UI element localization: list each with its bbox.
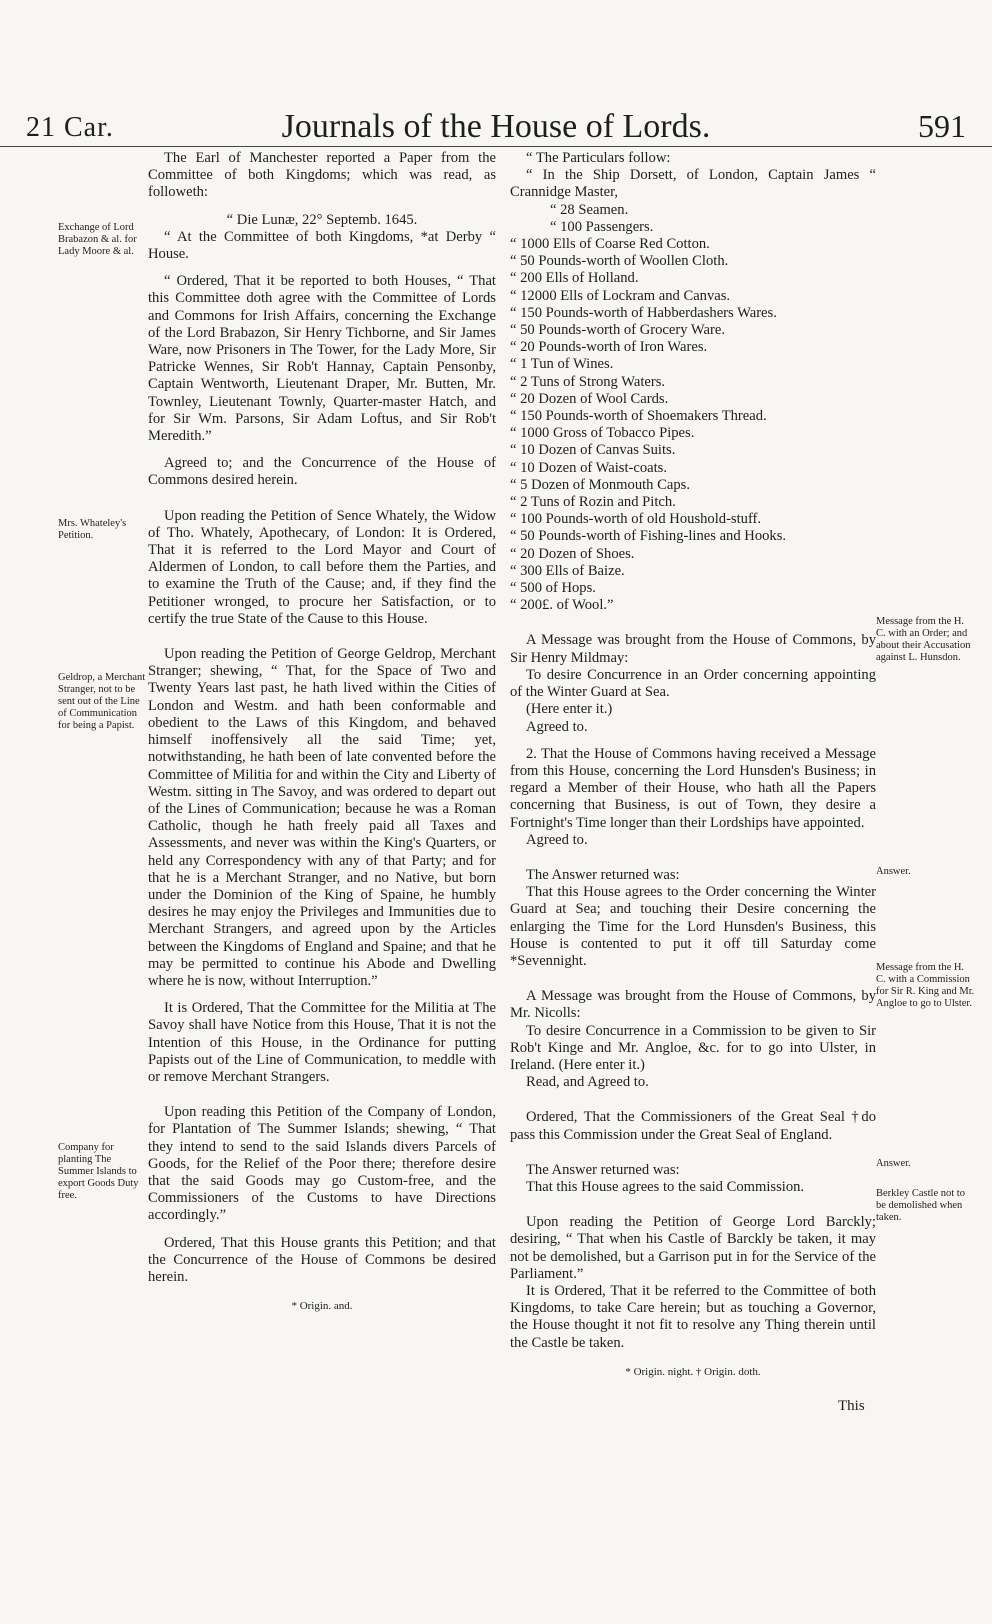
page-number: 591 bbox=[918, 108, 966, 144]
margin-note-company: Company for planting The Summer Islands to export Goods Duty free. bbox=[58, 1142, 139, 1201]
paragraph: “ At the Committee of both Kingdoms, *at Derby “ House. bbox=[148, 228, 496, 263]
paragraph: That this House agrees to the said Commission. bbox=[526, 1178, 805, 1195]
list-item: “ 1000 Ells of Coarse Red Cotton. bbox=[510, 236, 710, 253]
margin-note-answer-1: Answer. bbox=[876, 866, 911, 877]
margin-note-geldrop: Geldrop, a Merchant Stranger, not to be sent out of the Line of Communication for being a Papist. bbox=[58, 672, 146, 731]
paragraph: Ordered, That the Commissioners of the Great Seal †do pass this Commission under the Great Seal of England. bbox=[510, 1109, 876, 1143]
cargo-list bbox=[510, 202, 876, 615]
list-item: “ 150 Pounds-worth of Shoemakers Thread. bbox=[510, 408, 767, 425]
list-item: “ 150 Pounds-worth of Habberdashers Wares. bbox=[510, 304, 777, 321]
catchword: This bbox=[838, 1398, 865, 1414]
margin-note-exchange: Exchange of Lord Brabazon & al. for Lady Moore & al. bbox=[58, 222, 137, 257]
running-title: Journals of the House of Lords. bbox=[281, 108, 711, 145]
paragraph: The Earl of Manchester reported a Paper from the Committee of both Kingdoms; which was read, as followeth: bbox=[148, 150, 496, 201]
paragraph: To desire Concurrence in an Order concerning appointing of the Winter Guard at Sea. bbox=[510, 666, 876, 701]
paragraph: It is Ordered, That it be referred to the Committee of both Kingdoms, to take Care herein; but as touching a Governor, the House thought it not fit to resolve any Thing therein until the Castle be taken. bbox=[510, 1282, 876, 1351]
paragraph: Read, and Agreed to. bbox=[526, 1074, 649, 1091]
list-item: “ 28 Seamen. bbox=[550, 201, 629, 218]
paragraph: Agreed to. bbox=[526, 831, 588, 848]
list-item: “ 2 Tuns of Strong Waters. bbox=[510, 373, 666, 390]
paragraph: It is Ordered, That the Committee for the Militia at The Savoy shall have Notice from this House, That it is not the Intention of this House, in the Ordinance for putting Papists out of the Line of Communication, to meddle with or remove Merchant Strangers. bbox=[148, 1000, 496, 1085]
paragraph: The Answer returned was: bbox=[526, 866, 680, 883]
running-head-left: 21 Car. bbox=[26, 112, 114, 143]
left-column bbox=[148, 150, 496, 1315]
paragraph: Upon reading the Petition of George Geldrop, Merchant Stranger; shewing, “ That, for the Space of Two and Twenty Years last past, he hath lived within the Cities of London and Westm. and hath been conformable and obedient to the Laws of this Kingdom, and behaved himself inoffensively all the said Time; yet, notwithstanding, he hath been of late convented before the Committee of Militia for and within the City and Liberty of Westm. sitting in The Savoy, and was ordered to depart out of the Lines of Communication; because he was a Roman Catholic, though he hath freely paid all Taxes and Assessments, and never was within the King's Quarters, or held any Correspondency with any of that Party; and for that he is a Merchant Stranger, and no Native, but born under the Dominion of the King of Spaine, he humbly desires he may enjoy the Privileges and Immunities due to Merchant Strangers, and agreed upon by the Articles between the Kingdoms of England and Spaine; and that he may be permitted to continue his Abode and Dwelling where he is now, without Interruption.” bbox=[148, 646, 496, 989]
paragraph: Upon reading the Petition of George Lord Barckly; desiring, “ That when his Castle of Barckly be taken, it may not be demolished, but a Garrison put in for the Service of the Parliament.” bbox=[510, 1214, 876, 1282]
paragraph: Agreed to; and the Concurrence of the House of Commons desired herein. bbox=[148, 455, 496, 489]
paragraph: 2. That the House of Commons having received a Message from this House, concerning the Lord Hunsden's Business; in regard a Member of their House, who hath all the Papers concerning that Business, is out of Town, they desire a Fortnight's Time longer than their Lordships have appointed. bbox=[510, 745, 876, 831]
paragraph: Ordered, That this House grants this Petition; and that the Concurrence of the House of Commons be desired herein. bbox=[148, 1234, 496, 1285]
list-item: “ 200 Ells of Holland. bbox=[510, 270, 639, 287]
paragraph-date: “ Die Lunæ, 22° Septemb. 1645. bbox=[226, 211, 418, 228]
list-item: “ 12000 Ells of Lockram and Canvas. bbox=[510, 287, 731, 304]
margin-note-message-commission: Message from the H. C. with a Commission for Sir R. King and Mr. Angloe to go to Ulster. bbox=[876, 962, 975, 1009]
margin-note-message-hc: Message from the H. C. with an Order; and about their Accusation against L. Hunsdon. bbox=[876, 616, 971, 663]
list-item: “ 300 Ells of Baize. bbox=[510, 562, 625, 579]
paragraph: A Message was brought from the House of Commons, by Mr. Nicolls: bbox=[510, 988, 876, 1022]
list-item: “ 100 Pounds-worth of old Houshold-stuff. bbox=[510, 511, 762, 528]
list-item: “ 50 Pounds-worth of Woollen Cloth. bbox=[510, 253, 729, 270]
paragraph: Agreed to. bbox=[526, 718, 588, 735]
paragraph: A Message was brought from the House of Commons, by Sir Henry Mildmay: bbox=[510, 632, 876, 666]
list-item: “ 2 Tuns of Rozin and Pitch. bbox=[510, 494, 676, 511]
footnote: * Origin. and. bbox=[291, 1300, 353, 1313]
list-item: “ 20 Dozen of Shoes. bbox=[510, 545, 635, 562]
right-column bbox=[510, 150, 876, 1381]
page-header bbox=[0, 102, 992, 147]
list-item: “ 1 Tun of Wines. bbox=[510, 356, 614, 373]
paragraph: “ Ordered, That it be reported to both Houses, “ That this Committee doth agree with the Committee of Lords and Commons for Irish Affairs, concerning the Exchange of the Lord Brabazon, Sir Henry Tichborne, and Sir James Ware, now Prisoners in The Tower, for the Lady More, Sir Patricke Wennes, Sir Rob't Hannay, Captain Pensonby, Captain Wentworth, Lieutenant Draper, Mr. Butten, Mr. Townley, Lieutenant Townly, Quarter-master Hatch, and for Sir Wm. Parsons, Sir Adam Loftus, and Sir Rob't Meredith.” bbox=[148, 273, 496, 445]
list-item: “ 500 of Hops. bbox=[510, 580, 596, 597]
list-item: “ 50 Pounds-worth of Fishing-lines and Hooks. bbox=[510, 528, 787, 545]
list-item: “ 20 Dozen of Wool Cards. bbox=[510, 390, 669, 407]
paragraph: Upon reading this Petition of the Company of London, for Plantation of The Summer Islands; shewing, “ That they intend to send to the said Islands divers Parcels of Goods, for the Relief of the Poor there; therefore desire that the said Goods may go Custom-free, and the Commissioners of the Customs to have Directions accordingly.” bbox=[148, 1104, 496, 1224]
list-item: “ 5 Dozen of Monmouth Caps. bbox=[510, 476, 690, 493]
margin-note-answer-2: Answer. bbox=[876, 1158, 911, 1169]
list-item: “ 200£. of Wool.” bbox=[510, 597, 614, 614]
margin-note-whateley: Mrs. Whateley's Petition. bbox=[58, 518, 127, 541]
footnote: * Origin. night. † Origin. doth. bbox=[625, 1365, 761, 1378]
margin-note-berkley: Berkley Castle not to be demolished when taken. bbox=[876, 1188, 965, 1223]
paragraph: That this House agrees to the Order concerning the Winter Guard at Sea; and touching their Desire concerning the enlarging the Time for the Lord Hunsden's Business, this House is contented to put it off till Saturday come *Sevennight. bbox=[510, 884, 876, 969]
paragraph: Upon reading the Petition of Sence Whately, the Widow of Tho. Whately, Apothecary, of London: It is Ordered, That it is referred to the Lord Mayor and Court of Aldermen of London, to call before them the Parties, and to examine the Truth of the Cause; and, if they find the Petitioner wronged, to procure her Satisfaction, or to certify the true State of the Cause to this House. bbox=[148, 507, 496, 627]
list-item: “ 1000 Gross of Tobacco Pipes. bbox=[510, 425, 695, 442]
paragraph: (Here enter it.) bbox=[526, 701, 613, 718]
list-item: “ 20 Pounds-worth of Iron Wares. bbox=[510, 339, 708, 356]
paragraph: To desire Concurrence in a Commission to be given to Sir Rob't Kinge and Mr. Angloe, &c. for to go into Ulster, in Ireland. (Here enter it.) bbox=[510, 1022, 876, 1073]
list-item: “ 100 Passengers. bbox=[550, 218, 654, 235]
paragraph: “ In the Ship Dorsett, of London, Captain James “ Crannidge Master, bbox=[510, 167, 876, 201]
list-item: “ 10 Dozen of Canvas Suits. bbox=[510, 442, 676, 459]
list-item: “ 50 Pounds-worth of Grocery Ware. bbox=[510, 322, 725, 339]
paragraph: “ The Particulars follow: bbox=[526, 150, 671, 166]
paragraph: The Answer returned was: bbox=[526, 1161, 680, 1178]
list-item: “ 10 Dozen of Waist-coats. bbox=[510, 459, 668, 476]
